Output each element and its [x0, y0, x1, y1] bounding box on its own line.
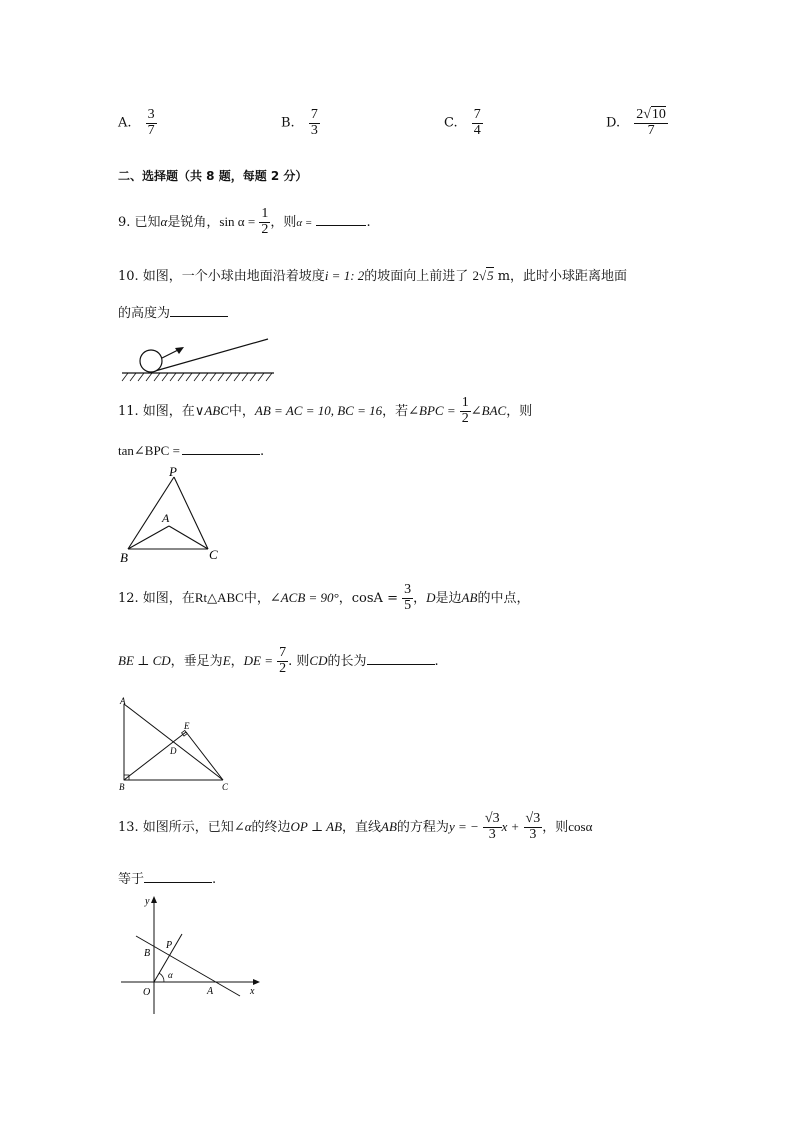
label-e: E: [184, 721, 190, 731]
q11-answer-blank[interactable]: [182, 454, 260, 455]
option-c-label: C.: [444, 115, 458, 131]
label-c: C: [222, 782, 229, 792]
q11-fraction: $\frac{1}{2}$: [461, 395, 469, 426]
option-b-num: 7: [310, 107, 318, 122]
question-12-line-1: 12. 如图，在Rt△ABC中，∠ACB = 90°，cosA = $\frac{3}{5}$ ，D是边AB的中点，: [118, 582, 530, 613]
label-p: P: [166, 940, 173, 951]
question-10-line-1: 10. 如图，一个小球由地面沿着坡度i = 1: 2的坡面向上前进了 2√5 m，此时小球距离地面: [118, 268, 628, 284]
option-d-num: 2√10: [636, 107, 666, 122]
option-c-num: 7: [473, 107, 481, 122]
question-13-line-2: 等于 .: [118, 872, 217, 887]
option-c-fraction: [472, 108, 483, 138]
option-a-label: A.: [118, 115, 132, 131]
label-d: D: [170, 746, 177, 756]
section-title: 二、选择题（共 8 题，每题 2 分）: [118, 169, 308, 183]
q11-triangle-figure: [116, 464, 226, 568]
option-c-den: 4: [473, 122, 481, 138]
q10-slope-figure: [118, 336, 278, 384]
ground-hatching: [122, 373, 272, 381]
option-b-den: 3: [310, 122, 318, 138]
label-a: A: [207, 986, 214, 997]
question-11-line-2: tan∠BPC = .: [118, 443, 265, 459]
question-12-line-2: BE ⊥ CD，垂足为E，DE = $\frac{7}{2}$ . 则CD的长为 .: [118, 645, 439, 676]
option-a-den: 7: [147, 122, 155, 138]
q12-de-fraction: $\frac{7}{2}$: [279, 645, 287, 676]
question-10-line-2: 的高度为: [118, 302, 228, 321]
option-d: [606, 108, 668, 138]
label-b: B: [144, 948, 151, 959]
label-o: O: [143, 987, 151, 998]
q10-answer-blank[interactable]: [170, 316, 228, 317]
option-c: [444, 108, 483, 138]
option-d-fraction: [634, 108, 668, 138]
label-b: B: [119, 782, 125, 792]
label-a: A: [162, 511, 170, 525]
label-b: B: [120, 550, 128, 565]
q9-fraction: $\frac{1}{2}$: [261, 206, 269, 237]
question-13-line-1: 13. 如图所示，已知∠α的终边OP ⊥ AB，直线AB的方程为y = − $\frac{√3}{3}$ x + $\frac{√3}{3}$ ，则cosα: [118, 811, 593, 842]
label-p: P: [169, 464, 177, 479]
q12-cos-fraction: $\frac{3}{5}$: [404, 582, 412, 613]
label-c: C: [209, 547, 218, 562]
question-9: 9. 已知α是锐角，sin α = $\frac{1}{2}$ ，则α = .: [118, 206, 371, 237]
q12-triangle-figure: [112, 692, 242, 796]
line-ab: [136, 936, 240, 996]
q12-answer-blank[interactable]: [367, 664, 435, 665]
option-a-fraction: [146, 108, 157, 138]
label-a: A: [120, 696, 126, 706]
label-y: y: [145, 896, 150, 907]
q13-answer-blank[interactable]: [144, 882, 212, 883]
label-x: x: [250, 986, 255, 997]
option-d-label: D.: [606, 115, 621, 131]
option-a: [118, 108, 157, 138]
question-11-line-1: 11. 如图，在∨ABC中，AB = AC = 10, BC = 16，若∠BPC = $\frac{1}{2}$ ∠BAC，则: [118, 395, 533, 426]
option-b: [281, 108, 320, 138]
label-alpha: α: [168, 970, 173, 980]
option-a-num: 3: [147, 107, 155, 122]
ball: [140, 350, 162, 372]
option-b-fraction: [309, 108, 320, 138]
q13-coordinate-figure: [116, 892, 266, 1018]
q9-answer-blank[interactable]: [316, 225, 366, 226]
option-b-label: B.: [281, 115, 295, 131]
q13-fraction-2: $\frac{√3}{3}$: [525, 811, 541, 842]
option-d-den: 7: [647, 122, 655, 138]
q13-fraction-1: $\frac{√3}{3}$: [484, 811, 500, 842]
